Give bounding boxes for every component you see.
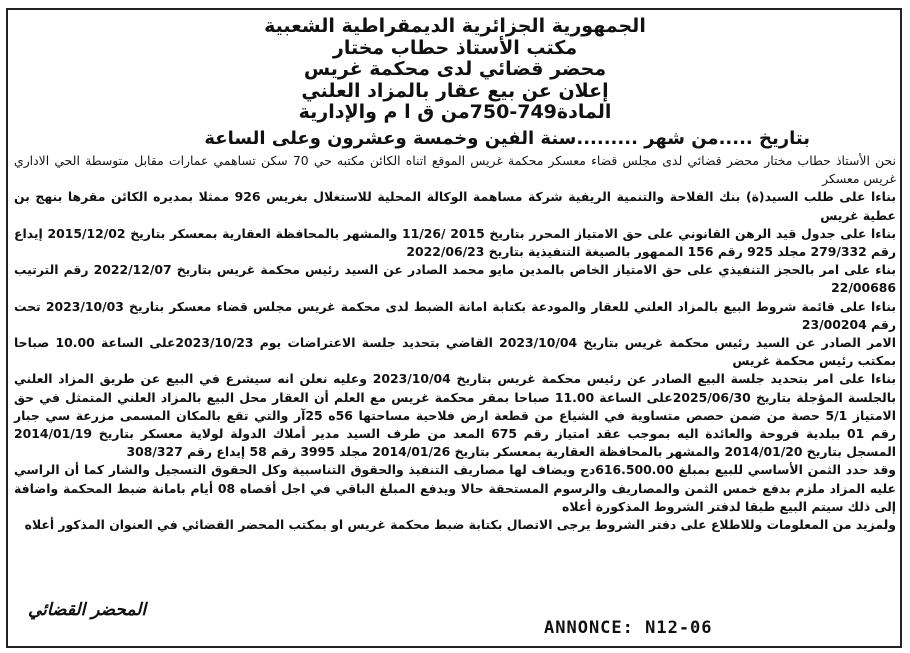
paragraph-base-price: وقد حدد الثمن الأساسي للبيع بمبلغ 616.500.00دج ويضاف لها مصاريف التنفيذ والحقوق التناسبية وكل الحقوق التسجيل والشار كما أن الراسي عليه المزاد ملزم بدفع خمس الثمن والمصاريف والرسوم المستحقة حالا ويدفع المبلغ الباقي في اجل أقصاه 08 أيام بامانة ضبط المحكمة واضافة إلى ذلك سيتم البيع طبقا لدفتر الشروط المذكورة أعلاه: [14, 462, 897, 514]
header-bailiff: محضر قضائي لدى محكمة غريس: [303, 58, 607, 80]
header-republic: الجمهورية الجزائرية الديمقراطية الشعبية: [264, 15, 646, 37]
paragraph-sale-session: بناءا على امر بتحديد جلسة البيع الصادر عن رئيس محكمة غريس بتاريخ 2023/10/04 وعليه نعلن انه سيشرع في البيع عن طريق المزاد العلني بالجلسة المؤجلة بتاريخ 2025/06/30على الساعة 11.00 صباحا بمقر محكمة غريس مع العلم أن العقار محل البيع بالمزاد العلني المتمثل في حق الامتياز 5/1 حصة من ضمن حصص متساوية في الشياع من قطعة ارض فلاحية مساحتها 56ه 25آر والتي تقع بالمكان المسمى مزرعة سي جبار رقم 01 ببلدية فروحة والعائدة اليه بموجب عقد امتياز رقم 675 المعد من طرف السيد مدير أملاك الدولة لولاية معسكر بتاريخ 2014/01/19 المسجل بتاريخ 2014/01/20 والمشهر بالمحافظة العقارية بمعسكر بتاريخ 2014/01/26 مجلد 3995 رقم 58 إيداع رقم 308/327: [14, 371, 897, 460]
paragraph-bailiff-intro: نحن الأستاذ حطاب مختار محضر قضائي لدى مجلس قضاء معسكر محكمة غريس الموقع اتناه الكائن مكتبه حي 70 سكن تساهمي عمارات مقابل متوسطة الحي الاداري غريس معسكر: [14, 153, 896, 187]
paragraph-conditions: بناءا على قائمة شروط البيع بالمزاد العلني للعقار والمودعة بكتابة امانة الضبط لدى محكمة غريس مجلس قضاء معسكر بتاريخ 2023/10/03 تحت رقم 23/00204: [14, 298, 897, 332]
header-article: المادة749-750من ق ا م والإدارية: [298, 101, 612, 123]
paragraph-seizure-order: بناء على امر بالحجز التنفيذي على حق الامتياز الخاص بالمدين مايو محمد الصادر عن السيد رئيس محكمة غريس بتاريخ 2022/12/07 رقم الترتيب 22/00686: [14, 262, 896, 296]
annonce-number: ANNONCE: N12-06: [544, 618, 713, 638]
paragraph-objections: الامر الصادر عن السيد رئيس محكمة غريس بتاريخ 2023/10/04 القاضي بتحديد جلسة الاعتراضات يوم 2023/10/23على الساعة 10.00 صباحا بمكتب رئيس محكمة غريس: [14, 335, 897, 369]
date-line: بتاريخ .....من شهر .........سنة الفين وخمسة وعشرون وعلى الساعة: [204, 128, 810, 149]
paragraph-request: بناءا على طلب السيد(ة) بنك الفلاحة والتنمية الريفية شركة مساهمة الوكالة المحلية للاستغلال بغريس 926 ممثلا بمديره الكائن مقرها بنهج بن عطية غريس: [14, 189, 897, 223]
paragraph-contact: ولمزيد من المعلومات وللاطلاع على دفتر الشروط يرجى الاتصال بكتابة ضبط محكمة غريس او بمكتب المحضر القضائي في العنوان المذكور أعلاه: [24, 517, 896, 533]
paragraph-mortgage: بناءا على جدول قيد الرهن القانوني على حق الامتياز المحرر بتاريخ 2015 /11/26 والمشهر بالمحافظة العقارية بمعسكر بتاريخ 2015/12/02 إيداع رقم 279/332 مجلد 925 رقم 156 الممهور بالصيغة التنفيذية بتاريخ 2022/06/23: [14, 225, 896, 260]
signature: المحضر القضائي: [28, 600, 147, 620]
header-sale-title: إعلان عن بيع عقار بالمزاد العلني: [301, 79, 609, 102]
announcement-header: [0, 16, 910, 124]
header-office: مكتب الأستاذ حطاب مختار: [332, 36, 578, 59]
announcement-body: [14, 152, 896, 534]
